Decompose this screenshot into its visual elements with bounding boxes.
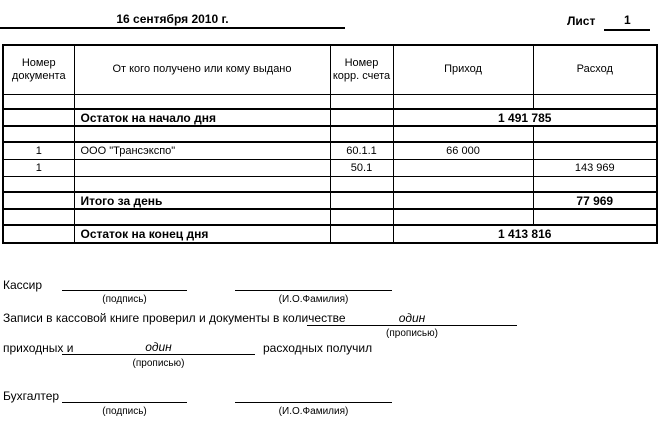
rashod-cell bbox=[533, 142, 657, 159]
empty-cell bbox=[74, 209, 330, 225]
count-in-words-2: один bbox=[145, 340, 172, 354]
col-header-counterparty: От кого получено или кому выдано bbox=[74, 45, 330, 94]
cash-book-table bbox=[2, 44, 658, 244]
accountant-name-line bbox=[235, 390, 392, 403]
in-words-caption-2: (прописью) bbox=[132, 358, 185, 369]
cashier-name-line bbox=[235, 278, 392, 291]
accountant-label: Бухгалтер bbox=[3, 389, 60, 403]
balance-amount: 1 491 785 bbox=[393, 109, 657, 126]
col-header-corr-account: Номер корр. счета bbox=[330, 45, 393, 94]
balance-label: Остаток на конец дня bbox=[74, 225, 330, 243]
signature-caption: (подпись) bbox=[102, 294, 147, 305]
outgoing-label: расходных получил bbox=[263, 341, 373, 355]
total-rashod: 77 969 bbox=[533, 192, 657, 209]
empty-cell bbox=[533, 176, 657, 192]
corr-account-cell bbox=[330, 225, 393, 243]
doc-number-cell bbox=[3, 192, 74, 209]
empty-cell bbox=[330, 209, 393, 225]
col-header-rashod: Расход bbox=[533, 45, 657, 94]
table-row-empty bbox=[3, 209, 657, 225]
sheet-block bbox=[567, 13, 650, 31]
sheet-number-line bbox=[604, 13, 650, 31]
accountant-signature-line bbox=[62, 390, 187, 403]
table-row-data bbox=[3, 159, 657, 176]
doc-number-cell: 1 bbox=[3, 159, 74, 176]
name-caption: (И.О.Фамилия) bbox=[278, 406, 349, 417]
table-row-balance bbox=[3, 225, 657, 243]
rashod-cell: 143 969 bbox=[533, 159, 657, 176]
in-words-caption-1: (прописью) bbox=[386, 328, 438, 339]
empty-cell bbox=[393, 94, 533, 109]
table-row-empty bbox=[3, 176, 657, 192]
empty-cell bbox=[393, 209, 533, 225]
empty-cell bbox=[330, 94, 393, 109]
corr-account-cell: 60.1.1 bbox=[330, 142, 393, 159]
doc-number-cell: 1 bbox=[3, 142, 74, 159]
incoming-label: приходных и bbox=[3, 341, 74, 355]
prihod-cell bbox=[393, 159, 533, 176]
sheet-label: Лист bbox=[567, 14, 596, 28]
doc-number-cell bbox=[3, 109, 74, 126]
empty-cell bbox=[74, 94, 330, 109]
date-line bbox=[0, 0, 345, 29]
report-date: 16 сентября 2010 г. bbox=[116, 12, 229, 26]
check-line-label: Записи в кассовой книге проверил и документы в количестве bbox=[3, 311, 346, 325]
table-row-empty bbox=[3, 94, 657, 109]
signature-caption: (подпись) bbox=[102, 406, 147, 417]
balance-amount: 1 413 816 bbox=[393, 225, 657, 243]
corr-account-cell bbox=[330, 192, 393, 209]
empty-cell bbox=[74, 126, 330, 142]
name-caption: (И.О.Фамилия) bbox=[278, 294, 349, 305]
table-header-row bbox=[3, 45, 657, 94]
documents-count-line bbox=[307, 311, 517, 326]
empty-cell bbox=[3, 176, 74, 192]
table-body bbox=[3, 94, 657, 243]
table-row-balance bbox=[3, 109, 657, 126]
table-row-data bbox=[3, 142, 657, 159]
total-prihod bbox=[393, 192, 533, 209]
empty-cell bbox=[74, 176, 330, 192]
total-label: Итого за день bbox=[74, 192, 330, 209]
empty-cell bbox=[533, 209, 657, 225]
balance-label: Остаток на начало дня bbox=[74, 109, 330, 126]
col-header-prihod: Приход bbox=[393, 45, 533, 94]
count-in-words-1: один bbox=[398, 311, 426, 325]
empty-cell bbox=[533, 126, 657, 142]
table-row-empty bbox=[3, 126, 657, 142]
table-row-total bbox=[3, 192, 657, 209]
empty-cell bbox=[3, 209, 74, 225]
col-header-doc-number: Номер документа bbox=[3, 45, 74, 94]
doc-number-cell bbox=[3, 225, 74, 243]
cashier-signature-line bbox=[62, 278, 187, 291]
counterparty-cell: ООО "Трансэкспо" bbox=[74, 142, 330, 159]
sheet-number: 1 bbox=[624, 13, 631, 27]
empty-cell bbox=[533, 94, 657, 109]
empty-cell bbox=[393, 126, 533, 142]
corr-account-cell: 50.1 bbox=[330, 159, 393, 176]
empty-cell bbox=[393, 176, 533, 192]
corr-account-cell bbox=[330, 109, 393, 126]
empty-cell bbox=[3, 126, 74, 142]
empty-cell bbox=[330, 176, 393, 192]
empty-cell bbox=[3, 94, 74, 109]
prihod-cell: 66 000 bbox=[393, 142, 533, 159]
cashier-label: Кассир bbox=[3, 278, 43, 292]
counterparty-cell bbox=[74, 159, 330, 176]
empty-cell bbox=[330, 126, 393, 142]
incoming-count-line bbox=[62, 341, 255, 355]
